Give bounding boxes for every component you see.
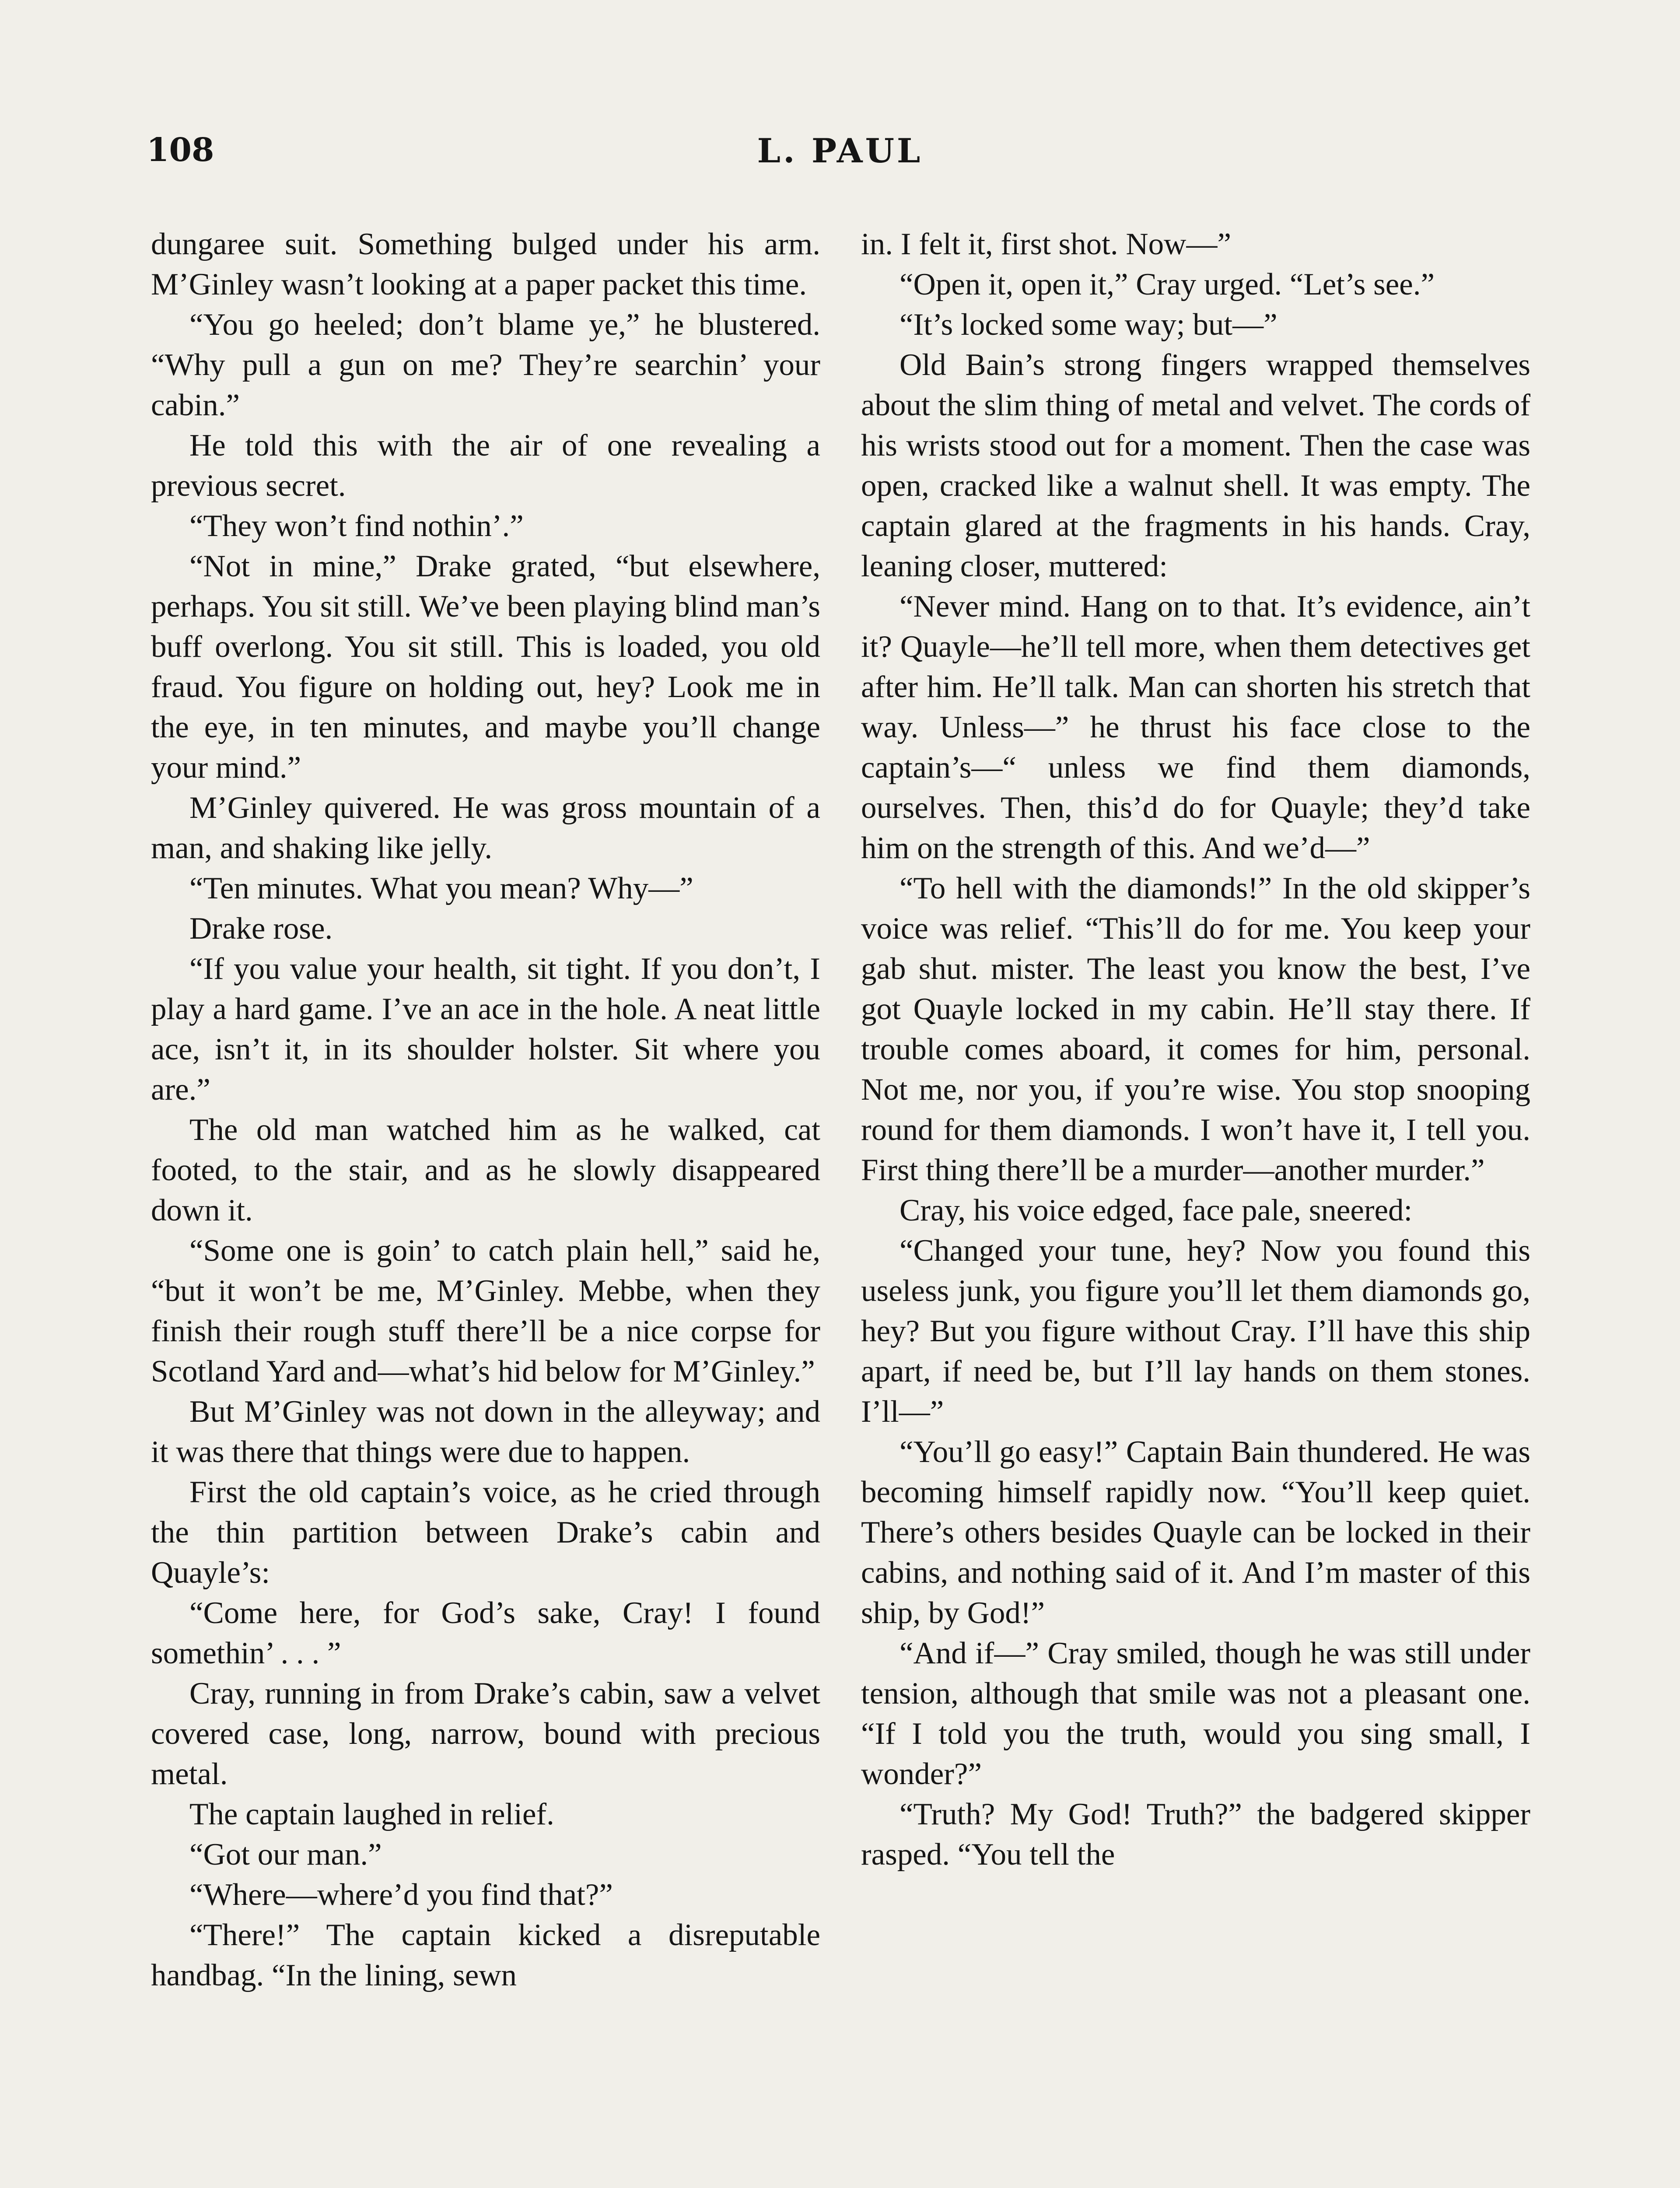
paragraph: But M’Ginley was not down in the alleyway; and it was there that things were due to happen. <box>151 1395 820 1469</box>
right-column <box>861 224 1530 1875</box>
paragraph: “Never mind. Hang on to that. It’s evidence, ain’t it? Quayle—he’ll tell more, when them detectives get after him. He’ll talk. Man can shorten his stretch that way. Unless—” he thrust his face close to the captain’s—“ unless we find them diamonds, ourselves. Then, this’d do for Quayle; they’d take him on the strength of this. And we’d—” <box>861 589 1530 865</box>
paragraph: “If you value your health, sit tight. If you don’t, I play a hard game. I’ve an ace in the hole. A neat little ace, isn’t it, in its shoulder holster. Sit where you are.” <box>151 952 820 1107</box>
paragraph: “Not in mine,” Drake grated, “but elsewhere, perhaps. You sit still. We’ve been playing blind man’s buff overlong. You sit still. This is loaded, you old fraud. You figure on holding out, hey? Look me in the eye, in ten minutes, and maybe you’ll change your mind.” <box>151 549 820 785</box>
paragraph: “Come here, for God’s sake, Cray! I found somethin’ . . . ” <box>151 1596 820 1670</box>
paragraph: The captain laughed in relief. <box>189 1797 554 1831</box>
paragraph: “It’s locked some way; but—” <box>900 308 1278 342</box>
page-number: 108 <box>147 131 214 169</box>
paragraph: “Some one is goin’ to catch plain hell,” said he, “but it won’t be me, M’Ginley. Mebbe, when they finish their rough stuff there’ll be a nice corpse for Scotland Yard and—what’s hid below for M’Ginley.” <box>151 1234 820 1389</box>
paragraph: He told this with the air of one revealing a previous secret. <box>151 428 820 503</box>
paragraph: “Ten minutes. What you mean? Why—” <box>189 871 693 905</box>
paragraph: “Got our man.” <box>189 1837 382 1872</box>
paragraph: Cray, his voice edged, face pale, sneered: <box>900 1193 1413 1227</box>
running-head: L. PAUL <box>757 131 923 170</box>
paragraph: “Open it, open it,” Cray urged. “Let’s see.” <box>900 267 1435 302</box>
paragraph: in. I felt it, first shot. Now—” <box>861 227 1231 261</box>
paragraph: Cray, running in from Drake’s cabin, saw a velvet covered case, long, narrow, bound with precious metal. <box>151 1676 820 1791</box>
paragraph: “To hell with the diamonds!” In the old skipper’s voice was relief. “This’ll do for me. You keep your gab shut. mister. The least you know the best, I’ve got Quayle locked in my cabin. He’ll stay there. If trouble comes aboard, it comes for him, personal. Not me, nor you, if you’re wise. You stop snooping round for them diamonds. I won’t have it, I tell you. First thing there’ll be a murder—another murder.” <box>861 871 1530 1187</box>
paragraph: “Truth? My God! Truth?” the badgered skipper rasped. “You tell the <box>861 1797 1530 1872</box>
paragraph: “They won’t find nothin’.” <box>189 509 524 543</box>
paragraph: “You’ll go easy!” Captain Bain thundered. He was becoming himself rapidly now. “You’ll keep quiet. There’s others besides Quayle can be locked in their cabins, and nothing said of it. And I’m master of this ship, by God!” <box>861 1435 1530 1630</box>
paragraph: Drake rose. <box>189 912 333 946</box>
paragraph: M’Ginley quivered. He was gross mountain of a man, and shaking like jelly. <box>151 791 820 865</box>
paragraph: “You go heeled; don’t blame ye,” he blustered. “Why pull a gun on me? They’re searchin’ your cabin.” <box>151 308 820 422</box>
page-header <box>147 131 1533 184</box>
paragraph: The old man watched him as he walked, cat footed, to the stair, and as he slowly disappeared down it. <box>151 1113 820 1227</box>
paragraph: “There!” The captain kicked a disreputable handbag. “In the lining, sewn <box>151 1918 820 1992</box>
paragraph: First the old captain’s voice, as he cried through the thin partition between Drake’s cabin and Quayle’s: <box>151 1475 820 1590</box>
paragraph: “Where—where’d you find that?” <box>189 1878 613 1912</box>
paragraph: dungaree suit. Something bulged under his arm. M’Ginley wasn’t looking at a paper packet this time. <box>151 227 820 302</box>
paragraph: “And if—” Cray smiled, though he was still under tension, although that smile was not a pleasant one. “If I told you the truth, would you sing small, I wonder?” <box>861 1636 1530 1791</box>
paragraph: “Changed your tune, hey? Now you found this useless junk, you figure you’ll let them diamonds go, hey? But you figure without Cray. I’ll have this ship apart, if need be, but I’ll lay hands on them stones. I’ll—” <box>861 1234 1530 1429</box>
left-column <box>151 224 820 1995</box>
paragraph: Old Bain’s strong fingers wrapped themselves about the slim thing of metal and velvet. The cords of his wrists stood out for a moment. Then the case was open, cracked like a walnut shell. It was empty. The captain glared at the fragments in his hands. Cray, leaning closer, muttered: <box>861 348 1530 583</box>
